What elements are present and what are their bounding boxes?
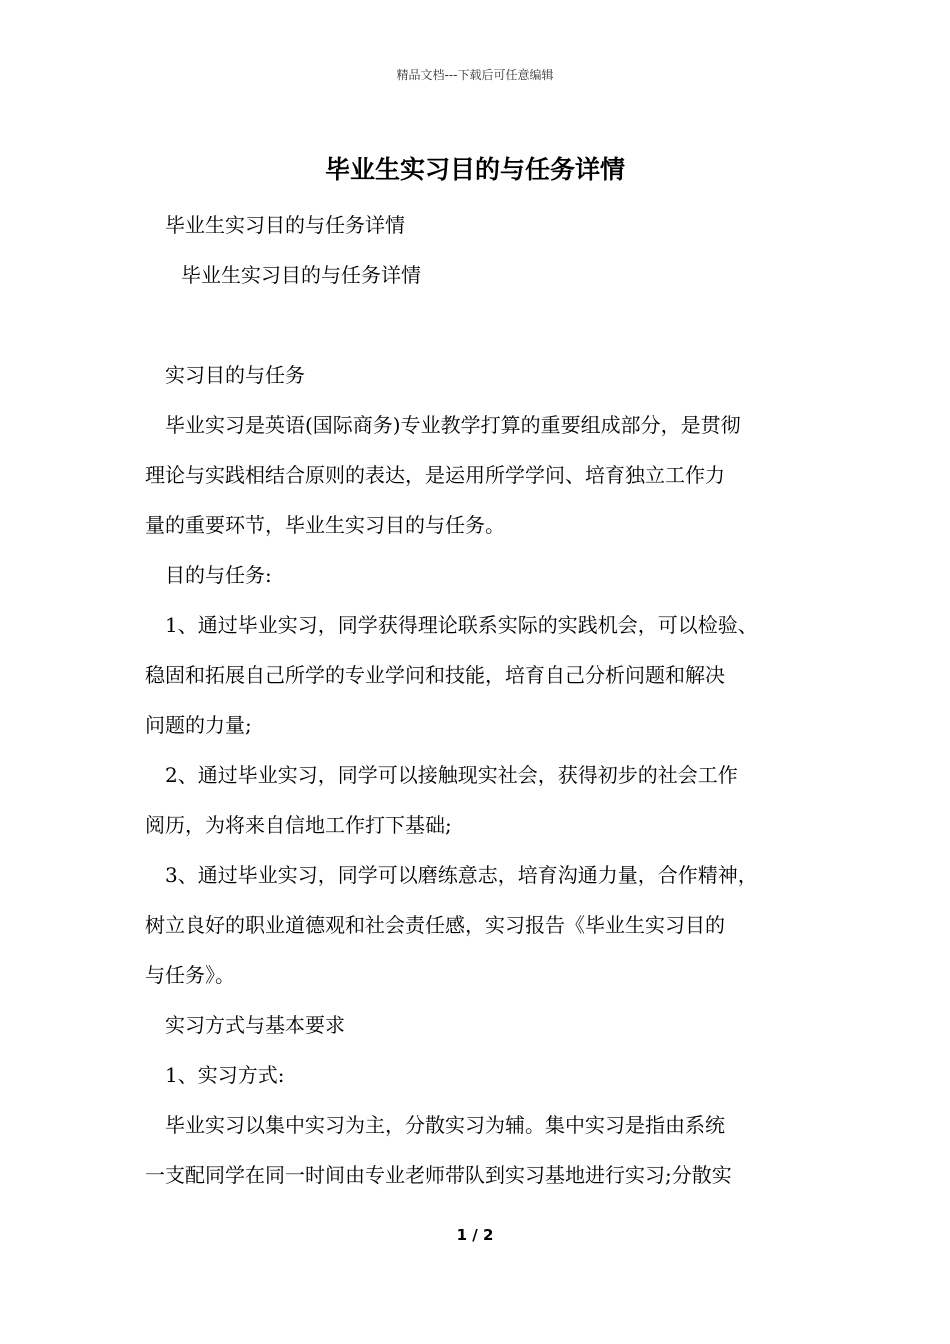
- body-line: 问题的力量;: [145, 713, 252, 737]
- list-item-line: 1、实习方式:: [165, 1063, 285, 1087]
- section-heading: 实习目的与任务: [165, 363, 305, 387]
- body-line: 阅历，为将来自信地工作打下基础;: [145, 813, 452, 837]
- body-line: 毕业生实习目的与任务详情: [165, 213, 405, 237]
- body-line: 量的重要环节，毕业生实习目的与任务。: [145, 513, 505, 537]
- body-line: 目的与任务:: [165, 563, 272, 587]
- blank-line: [145, 300, 825, 350]
- list-item-line: 2、通过毕业实习，同学可以接触现实社会，获得初步的社会工作: [165, 763, 738, 787]
- body-line: 理论与实践相结合原则的表达，是运用所学学问、培育独立工作力: [145, 463, 725, 487]
- list-item-line: 1、通过毕业实习，同学获得理论联系实际的实践机会，可以检验、: [165, 613, 758, 637]
- header-note: 精品文档---下载后可任意编辑: [396, 68, 554, 82]
- section-heading: 实习方式与基本要求: [165, 1013, 345, 1037]
- body-line: 毕业实习是英语(国际商务)专业教学打算的重要组成部分，是贯彻: [165, 413, 741, 437]
- body-line: 树立良好的职业道德观和社会责任感，实习报告《毕业生实习目的: [145, 913, 725, 937]
- body-line: 毕业实习以集中实习为主，分散实习为辅。集中实习是指由系统: [165, 1113, 725, 1137]
- document-title: 毕业生实习目的与任务详情: [324, 155, 625, 184]
- list-item-line: 3、通过毕业实习，同学可以磨练意志，培育沟通力量，合作精神，: [165, 863, 758, 887]
- body-line: 一支配同学在同一时间由专业老师带队到实习基地进行实习;分散实: [145, 1163, 732, 1187]
- body-line: 稳固和拓展自己所学的专业学问和技能，培育自己分析问题和解决: [145, 663, 725, 687]
- body-line: 毕业生实习目的与任务详情: [181, 263, 421, 287]
- page-number: 1 / 2: [456, 1226, 494, 1244]
- body-line: 与任务》。: [145, 963, 235, 987]
- document-body: [145, 200, 825, 1200]
